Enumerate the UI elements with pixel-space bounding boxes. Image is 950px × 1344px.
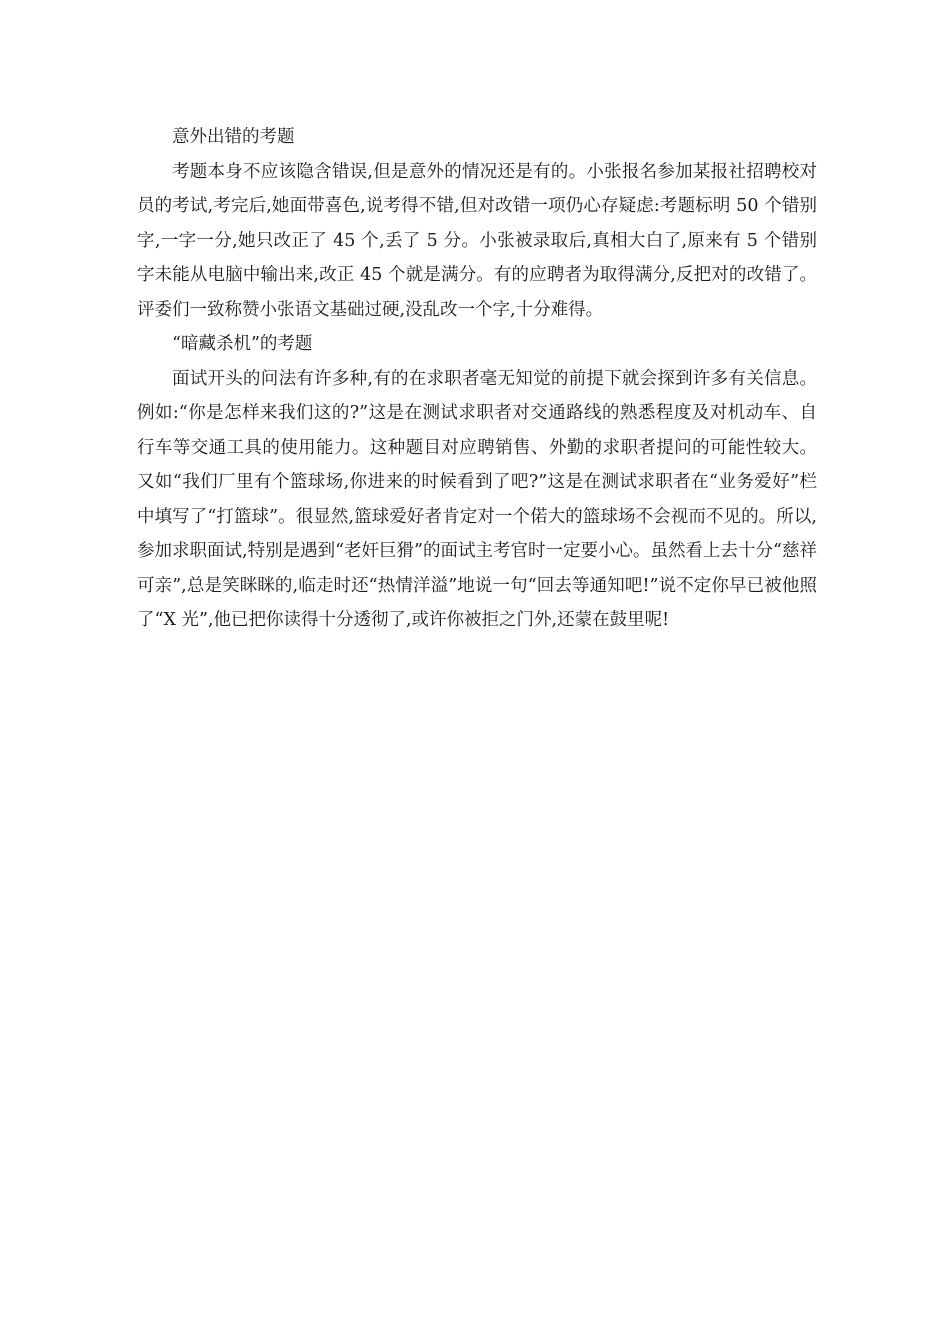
document-body xyxy=(137,120,817,638)
section-paragraph-hidden-traps: 面试开头的问法有许多种,有的在求职者毫无知觉的前提下就会探到许多有关信息。例如:“你是怎样来我们这的?”这是在测试求职者对交通路线的熟悉程度及对机动车、自行车等交通工具的使用能力。这种题目对应聘销售、外勤的求职者提问的可能性较大。又如“我们厂里有个篮球场,你进来的时候看到了吧?”这是在测试求职者在“业务爱好”栏中填写了“打篮球”。很显然,篮球爱好者肯定对一个偌大的篮球场不会视而不见的。所以,参加求职面试,特别是遇到“老奸巨猾”的面试主考官时一定要小心。虽然看上去十分“慈祥可亲”,总是笑眯眯的,临走时还“热情洋溢”地说一句“回去等通知吧!”说不定你早已被他照了“X 光”,他已把你读得十分透彻了,或许你被拒之门外,还蒙在鼓里呢! xyxy=(137,368,817,630)
section-heading-unexpected-errors: 意外出错的考题 xyxy=(172,127,295,147)
section-heading-hidden-traps: “暗藏杀机”的考题 xyxy=(172,334,313,354)
section-paragraph-unexpected-errors: 考题本身不应该隐含错误,但是意外的情况还是有的。小张报名参加某报社招聘校对员的考试,考完后,她面带喜色,说考得不错,但对改错一项仍心存疑虑:考题标明 50 个错别字,一字一分,她只改正了 45 个,丢了 5 分。小张被录取后,真相大白了,原来有 5 个错别字未能从电脑中输出来,改正 45 个就是满分。有的应聘者为取得满分,反把对的改错了。评委们一致称赞小张语文基础过硬,没乱改一个字,十分难得。 xyxy=(137,161,817,320)
